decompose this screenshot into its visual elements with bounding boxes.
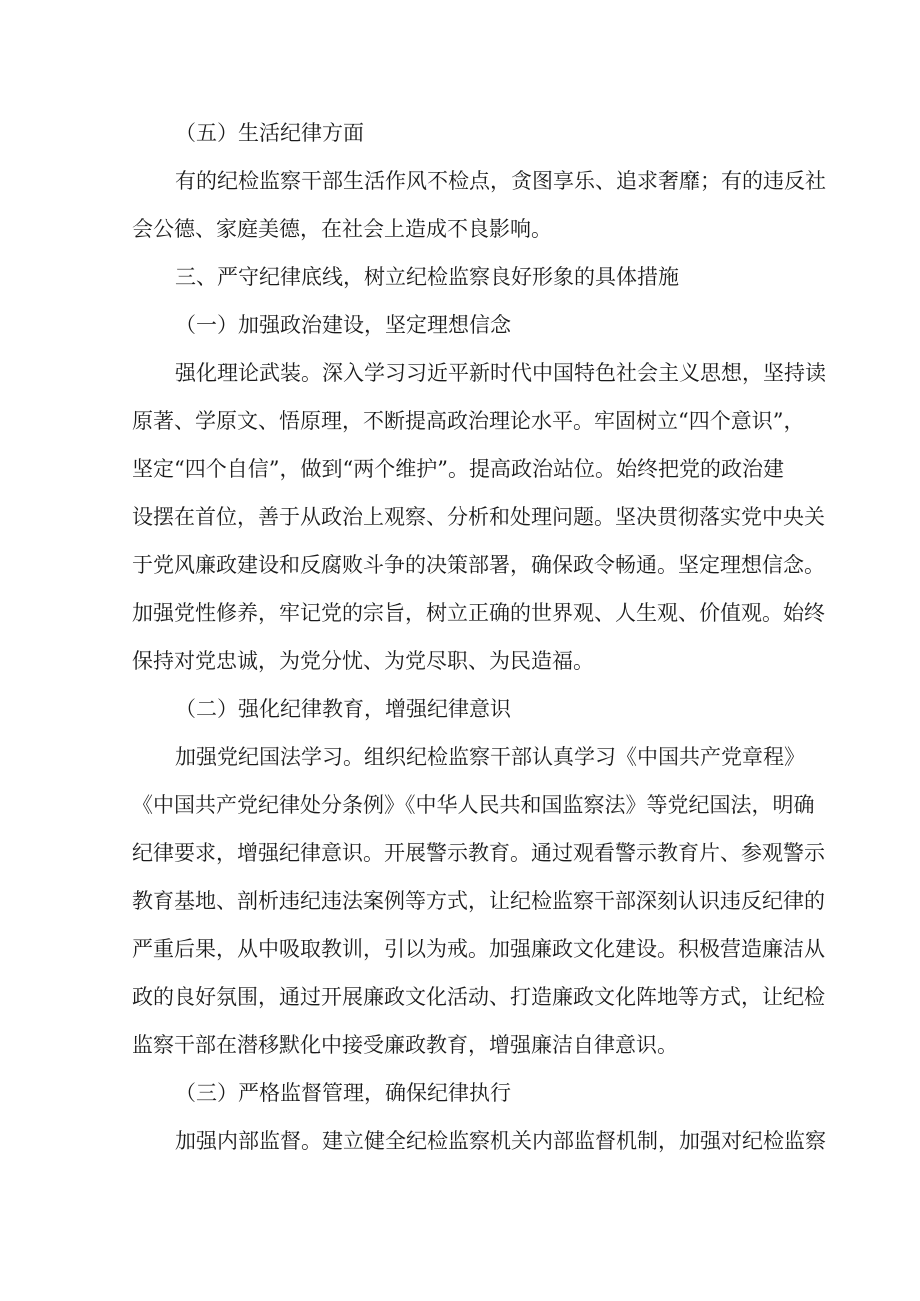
paragraph-line: 于党风廉政建设和反腐败斗争的决策部署，确保政令畅通。坚定理想信念。 xyxy=(132,553,825,577)
paragraph-line: 强化理论武装。深入学习习近平新时代中国特色社会主义思想，坚持读 xyxy=(175,361,826,385)
paragraph-line: 政的良好氛围，通过开展廉政文化活动、打造廉政文化阵地等方式，让纪检 xyxy=(132,985,825,1009)
paragraph-line: 保持对党忠诚，为党分忧、为党尽职、为民造福。 xyxy=(132,649,594,673)
paragraph-line: 加强党纪国法学习。组织纪检监察干部认真学习《中国共产党章程》 xyxy=(175,745,805,769)
section-heading: （三）严格监督管理，确保纪律执行 xyxy=(175,1081,511,1105)
paragraph-line: 监察干部在潜移默化中接受廉政教育，增强廉洁自律意识。 xyxy=(132,1033,678,1057)
section-heading: （五）生活纪律方面 xyxy=(175,121,364,145)
paragraph-line: 原著、学原文、悟原理，不断提高政治理论水平。牢固树立“四个意识”， xyxy=(132,409,805,433)
paragraph-line: 教育基地、剖析违纪违法案例等方式，让纪检监察干部深刻认识违反纪律的 xyxy=(132,889,825,913)
paragraph-line: 《中国共产党纪律处分条例》《中华人民共和国监察法》等党纪国法，明确 xyxy=(132,793,815,817)
paragraph-line: 加强党性修养，牢记党的宗旨，树立正确的世界观、人生观、价值观。始终 xyxy=(132,601,825,625)
section-heading: （一）加强政治建设，坚定理想信念 xyxy=(175,313,511,337)
paragraph-line: 严重后果，从中吸取教训，引以为戒。加强廉政文化建设。积极营造廉洁从 xyxy=(132,937,825,961)
part-heading: 三、严守纪律底线，树立纪检监察良好形象的具体措施 xyxy=(175,265,679,289)
paragraph-line: 会公德、家庭美德，在社会上造成不良影响。 xyxy=(132,217,552,241)
paragraph-line: 坚定“四个自信”，做到“两个维护”。提高政治站位。始终把党的政治建 xyxy=(132,457,784,481)
paragraph-line: 加强内部监督。建立健全纪检监察机关内部监督机制，加强对纪检监察 xyxy=(175,1129,826,1153)
paragraph-line: 设摆在首位，善于从政治上观察、分析和处理问题。坚决贯彻落实党中央关 xyxy=(132,505,825,529)
paragraph-line: 有的纪检监察干部生活作风不检点，贪图享乐、追求奢靡；有的违反社 xyxy=(175,169,826,193)
paragraph-line: 纪律要求，增强纪律意识。开展警示教育。通过观看警示教育片、参观警示 xyxy=(132,841,825,865)
section-heading: （二）强化纪律教育，增强纪律意识 xyxy=(175,697,511,721)
